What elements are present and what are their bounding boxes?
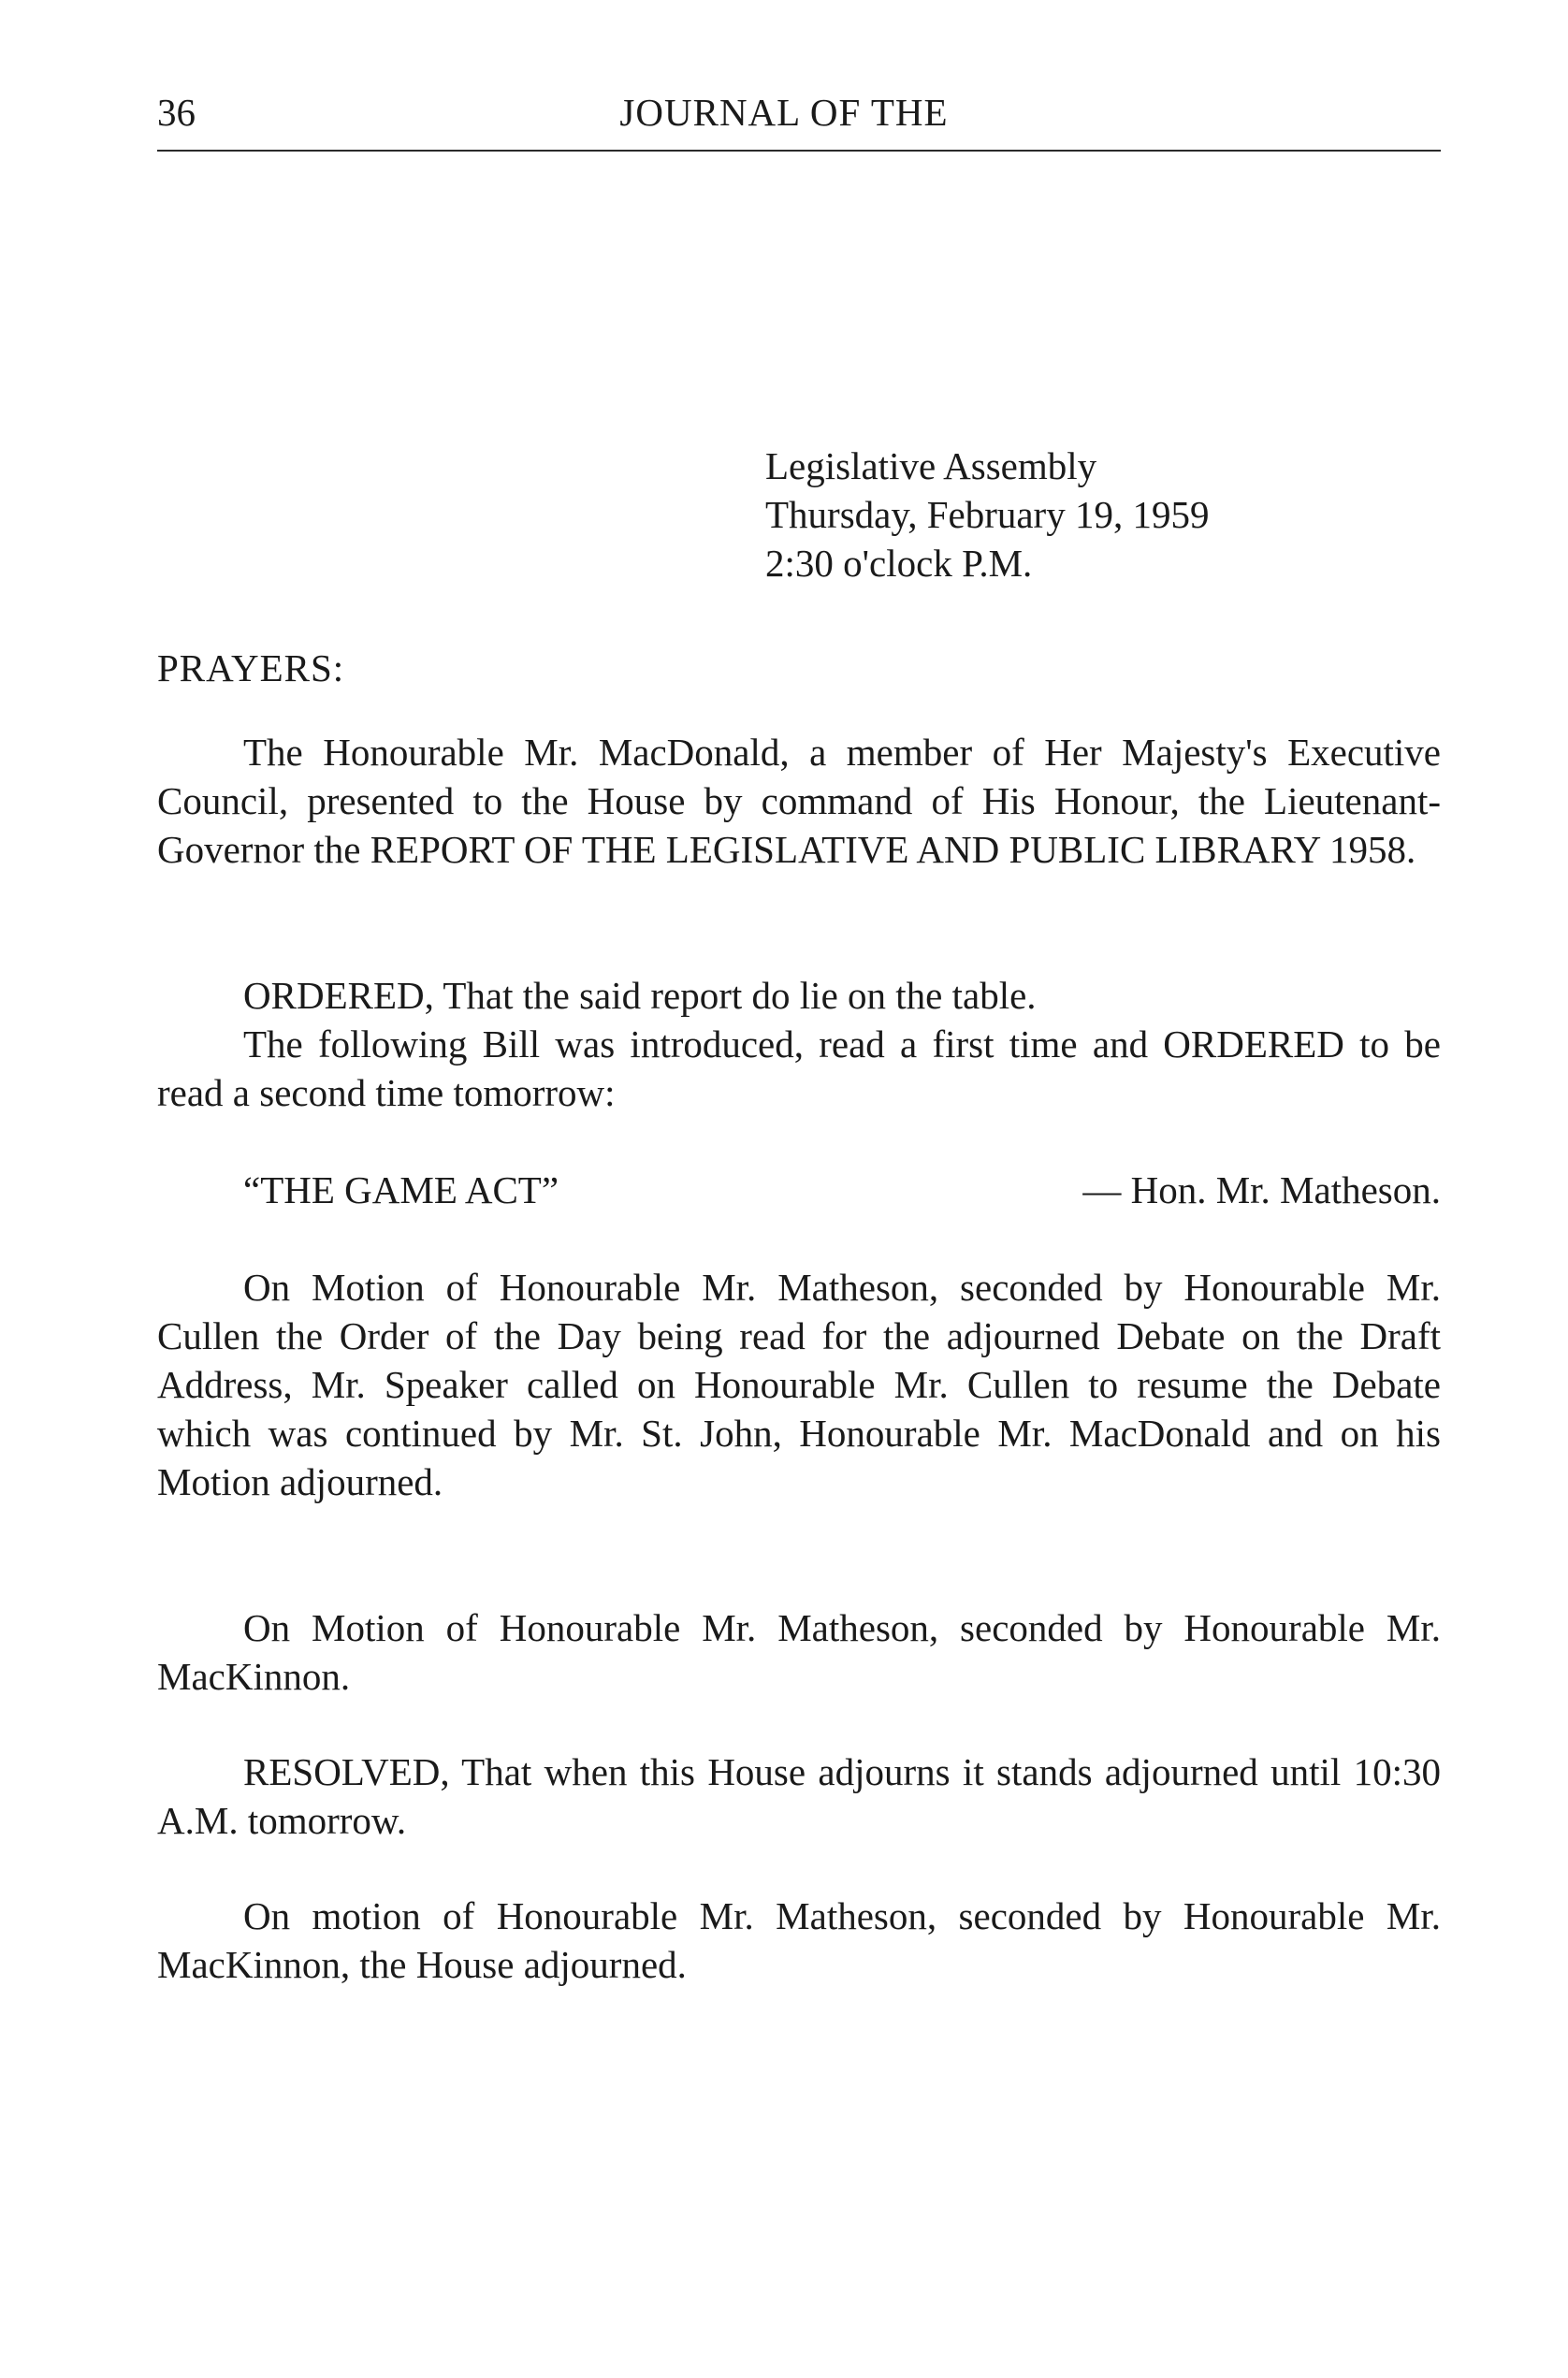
paragraph-bill-intro: The following Bill was introduced, read a first time and ORDERED to be read a second time tomorrow: [157, 1022, 1441, 1114]
prayers-heading: PRAYERS: [157, 646, 345, 689]
paragraph-adjourned: On motion of Honourable Mr. Matheson, seconded by Honourable Mr. MacKinnon, the House adjourned. [157, 1894, 1441, 1986]
sitting-date: Thursday, February 19, 1959 [765, 493, 1210, 536]
sitting-block [765, 442, 1209, 587]
bill-title: “THE GAME ACT” [243, 1168, 559, 1211]
paragraph-resolved: RESOLVED, That when this House adjourns it stands adjourned until 10:30 A.M. tomorrow. [157, 1750, 1441, 1842]
sitting-body: Legislative Assembly [765, 444, 1097, 487]
header-rule [157, 150, 1441, 152]
paragraph-motion-second: On Motion of Honourable Mr. Matheson, seconded by Honourable Mr. MacKinnon. [157, 1606, 1441, 1698]
sitting-time: 2:30 o'clock P.M. [765, 542, 1033, 585]
paragraph-ordered: ORDERED, That the said report do lie on the table. [243, 974, 1037, 1017]
paragraph-report: The Honourable Mr. MacDonald, a member of Her Majesty's Executive Council, presented to the House by command of His Honour, the Lieutenant-Governor the REPORT OF THE LEGISLATIVE AND PUBLIC LIBRARY 1958. [157, 731, 1441, 871]
running-head: JOURNAL OF THE [619, 91, 949, 134]
bill-line [243, 1166, 1441, 1214]
bill-sponsor: — Hon. Mr. Matheson. [1082, 1168, 1441, 1211]
paragraph-debate: On Motion of Honourable Mr. Matheson, seconded by Honourable Mr. Cullen the Order of the Day being read for the adjourned Debate on the Draft Address, Mr. Speaker called on Honourable Mr. Cullen to resume the Debate which was continued by Mr. St. John, Honourable Mr. MacDonald and on his Motion adjourned. [157, 1266, 1441, 1503]
page-number: 36 [157, 91, 196, 134]
